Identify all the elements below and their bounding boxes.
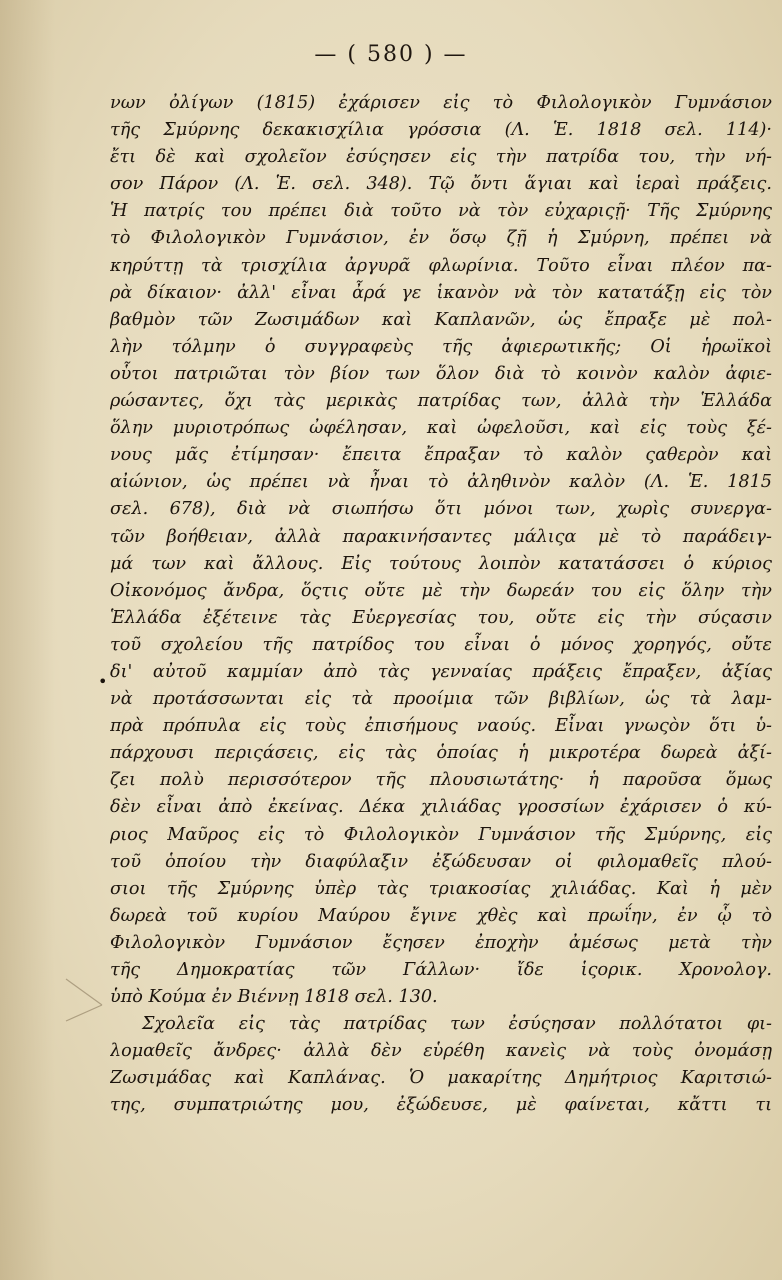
text-line: κηρύττῃ τὰ τρισχίλια ἀργυρᾶ φλωρίνια. Τοῦτο εἶναι πλέον πα-: [110, 255, 772, 276]
text-line: τὸ Φιλολογικὸν Γυμνάσιον, ἐν ὅσῳ ζῇ ἡ Σμύρνη, πρέπει νὰ: [110, 228, 772, 249]
text-line: της, συμπατριώτης μου, ἐξώδευσε, μὲ φαίνεται, κἄττι τι: [110, 1095, 772, 1116]
text-line: νους μᾶς ἐτίμησαν· ἔπειτα ἔπραξαν τὸ καλὸν ςαθερὸν καὶ: [110, 445, 772, 466]
text-line: ρὰ δίκαιον· ἀλλ' εἶναι ἆρά γε ἱκανὸν νὰ τὸν κατατάξῃ εἰς τὸν: [110, 282, 772, 303]
text-line: μά των καὶ ἄλλους. Εἰς τούτους λοιπὸν κατατάσσει ὁ κύριος: [110, 553, 772, 574]
text-line: λομαθεῖς ἄνδρες· ἀλλὰ δὲν εὑρέθη κανεὶς νὰ τοὺς ὀνομάσῃ: [110, 1041, 772, 1062]
paragraph-first-line: Σχολεῖα εἰς τὰς πατρίδας των ἐσύςησαν πολλότατοι φι-: [142, 1014, 772, 1035]
text-line: οὗτοι πατριῶται τὸν βίον των ὅλον διὰ τὸ κοινὸν καλὸν ἀφιε-: [110, 363, 772, 384]
text-line: σον Πάρον (Λ. Ἑ. σελ. 348). Τῷ ὄντι ἅγιαι καὶ ἱεραὶ πράξεις.: [110, 174, 772, 195]
text-line: Φιλολογικὸν Γυμνάσιον ἔςησεν ἐποχὴν ἀμέσως μετὰ τὴν: [110, 932, 772, 953]
text-line: πάρχουσι περιςάσεις, εἰς τὰς ὁποίας ἡ μικροτέρα δωρεὰ ἀξί-: [110, 743, 772, 764]
text-line: ἔτι δὲ καὶ σχολεῖον ἐσύςησεν εἰς τὴν πατρίδα του, τὴν νή-: [110, 147, 772, 168]
page-number-header: — ( 580 ) —: [314, 42, 468, 67]
page-edge-shadow: [0, 0, 55, 1280]
text-line: ζει πολὺ περισσότερον τῆς πλουσιωτάτης· ἡ παροῦσα ὅμως: [110, 770, 772, 791]
text-line: δι' αὐτοῦ καμμίαν ἀπὸ τὰς γενναίας πράξεις ἔπραξεν, ἀξίας: [110, 661, 772, 682]
text-line: δωρεὰ τοῦ κυρίου Μαύρου ἔγινε χθὲς καὶ πρωΐην, ἐν ᾧ τὸ: [110, 905, 772, 926]
text-line: σιοι τῆς Σμύρνης ὑπὲρ τὰς τριακοσίας χιλιάδας. Καὶ ἡ μὲν: [110, 878, 772, 899]
text-line: τῶν βοήθειαν, ἀλλὰ παρακινήσαντες μάλιςα μὲ τὸ παράδειγ-: [110, 526, 772, 547]
text-line: δὲν εἶναι ἀπὸ ἐκείνας. Δέκα χιλιάδας γροσσίων ἐχάρισεν ὁ κύ-: [110, 797, 772, 818]
text-line: Ἡ πατρίς του πρέπει διὰ τοῦτο νὰ τὸν εὐχαριςῇ· Τῆς Σμύρνης: [110, 201, 772, 222]
text-line: Ἑλλάδα ἐξέτεινε τὰς Εὐεργεσίας του, οὔτε εἰς τὴν σύςασιν: [110, 607, 772, 628]
text-line: αἰώνιον, ὡς πρέπει νὰ ἦναι τὸ ἀληθινὸν καλὸν (Λ. Ἑ. 1815: [110, 472, 772, 493]
text-line: τῆς Σμύρνης δεκακισχίλια γρόσσια (Λ. Ἑ. 1818 σελ. 114)·: [110, 120, 772, 141]
text-line: πρὰ πρόπυλα εἰς τοὺς ἐπισήμους ναούς. Εἶναι γνωςὸν ὅτι ὑ-: [110, 716, 772, 737]
text-line: ὑπὸ Κούμα ἐν Βιέννῃ 1818 σελ. 130.: [110, 987, 438, 1008]
text-line: ριος Μαῦρος εἰς τὸ Φιλολογικὸν Γυμνάσιον τῆς Σμύρνης, εἰς: [110, 824, 772, 845]
text-line: ὅλην μυριοτρόπως ὠφέλησαν, καὶ ὠφελοῦσι, καὶ εἰς τοὺς ξέ-: [110, 418, 772, 439]
text-line: νὰ προτάσσωνται εἰς τὰ προοίμια τῶν βιβλίων, ὡς τὰ λαμ-: [110, 689, 772, 710]
margin-mark: •: [98, 672, 108, 691]
text-line: σελ. 678), διὰ νὰ σιωπήσω ὅτι μόνοι των, χωρὶς συνεργα-: [110, 499, 772, 520]
text-line: Ζωσιμάδας καὶ Καπλάνας. Ὁ μακαρίτης Δημήτριος Καριτσιώ-: [110, 1068, 772, 1089]
text-line: τοῦ ὁποίου τὴν διαφύλαξιν ἐξώδευσαν οἱ φιλομαθεῖς πλού-: [110, 851, 772, 872]
text-line: νων ὀλίγων (1815) ἐχάρισεν εἰς τὸ Φιλολογικὸν Γυμνάσιον: [110, 93, 772, 113]
text-line: λὴν τόλμην ὁ συγγραφεὺς τῆς ἀφιερωτικῆς; Οἱ ἡρωϊκοὶ: [110, 336, 772, 357]
text-line: τῆς Δημοκρατίας τῶν Γάλλων· ἴδε ἱςορικ. Χρονολογ.: [110, 960, 772, 980]
text-line: βαθμὸν τῶν Ζωσιμάδων καὶ Καπλανῶν, ὡς ἔπραξε μὲ πολ-: [110, 309, 772, 330]
text-line: ρώσαντες, ὄχι τὰς μερικὰς πατρίδας των, ἀλλὰ τὴν Ἑλλάδα: [110, 391, 772, 412]
text-line: Οἰκονόμος ἄνδρα, ὅςτις οὔτε μὲ τὴν δωρεάν του εἰς ὅλην τὴν: [110, 580, 772, 601]
body-text: [110, 90, 772, 1120]
text-line: τοῦ σχολείου τῆς πατρίδος του εἶναι ὁ μόνος χορηγός, οὔτε: [110, 634, 772, 655]
